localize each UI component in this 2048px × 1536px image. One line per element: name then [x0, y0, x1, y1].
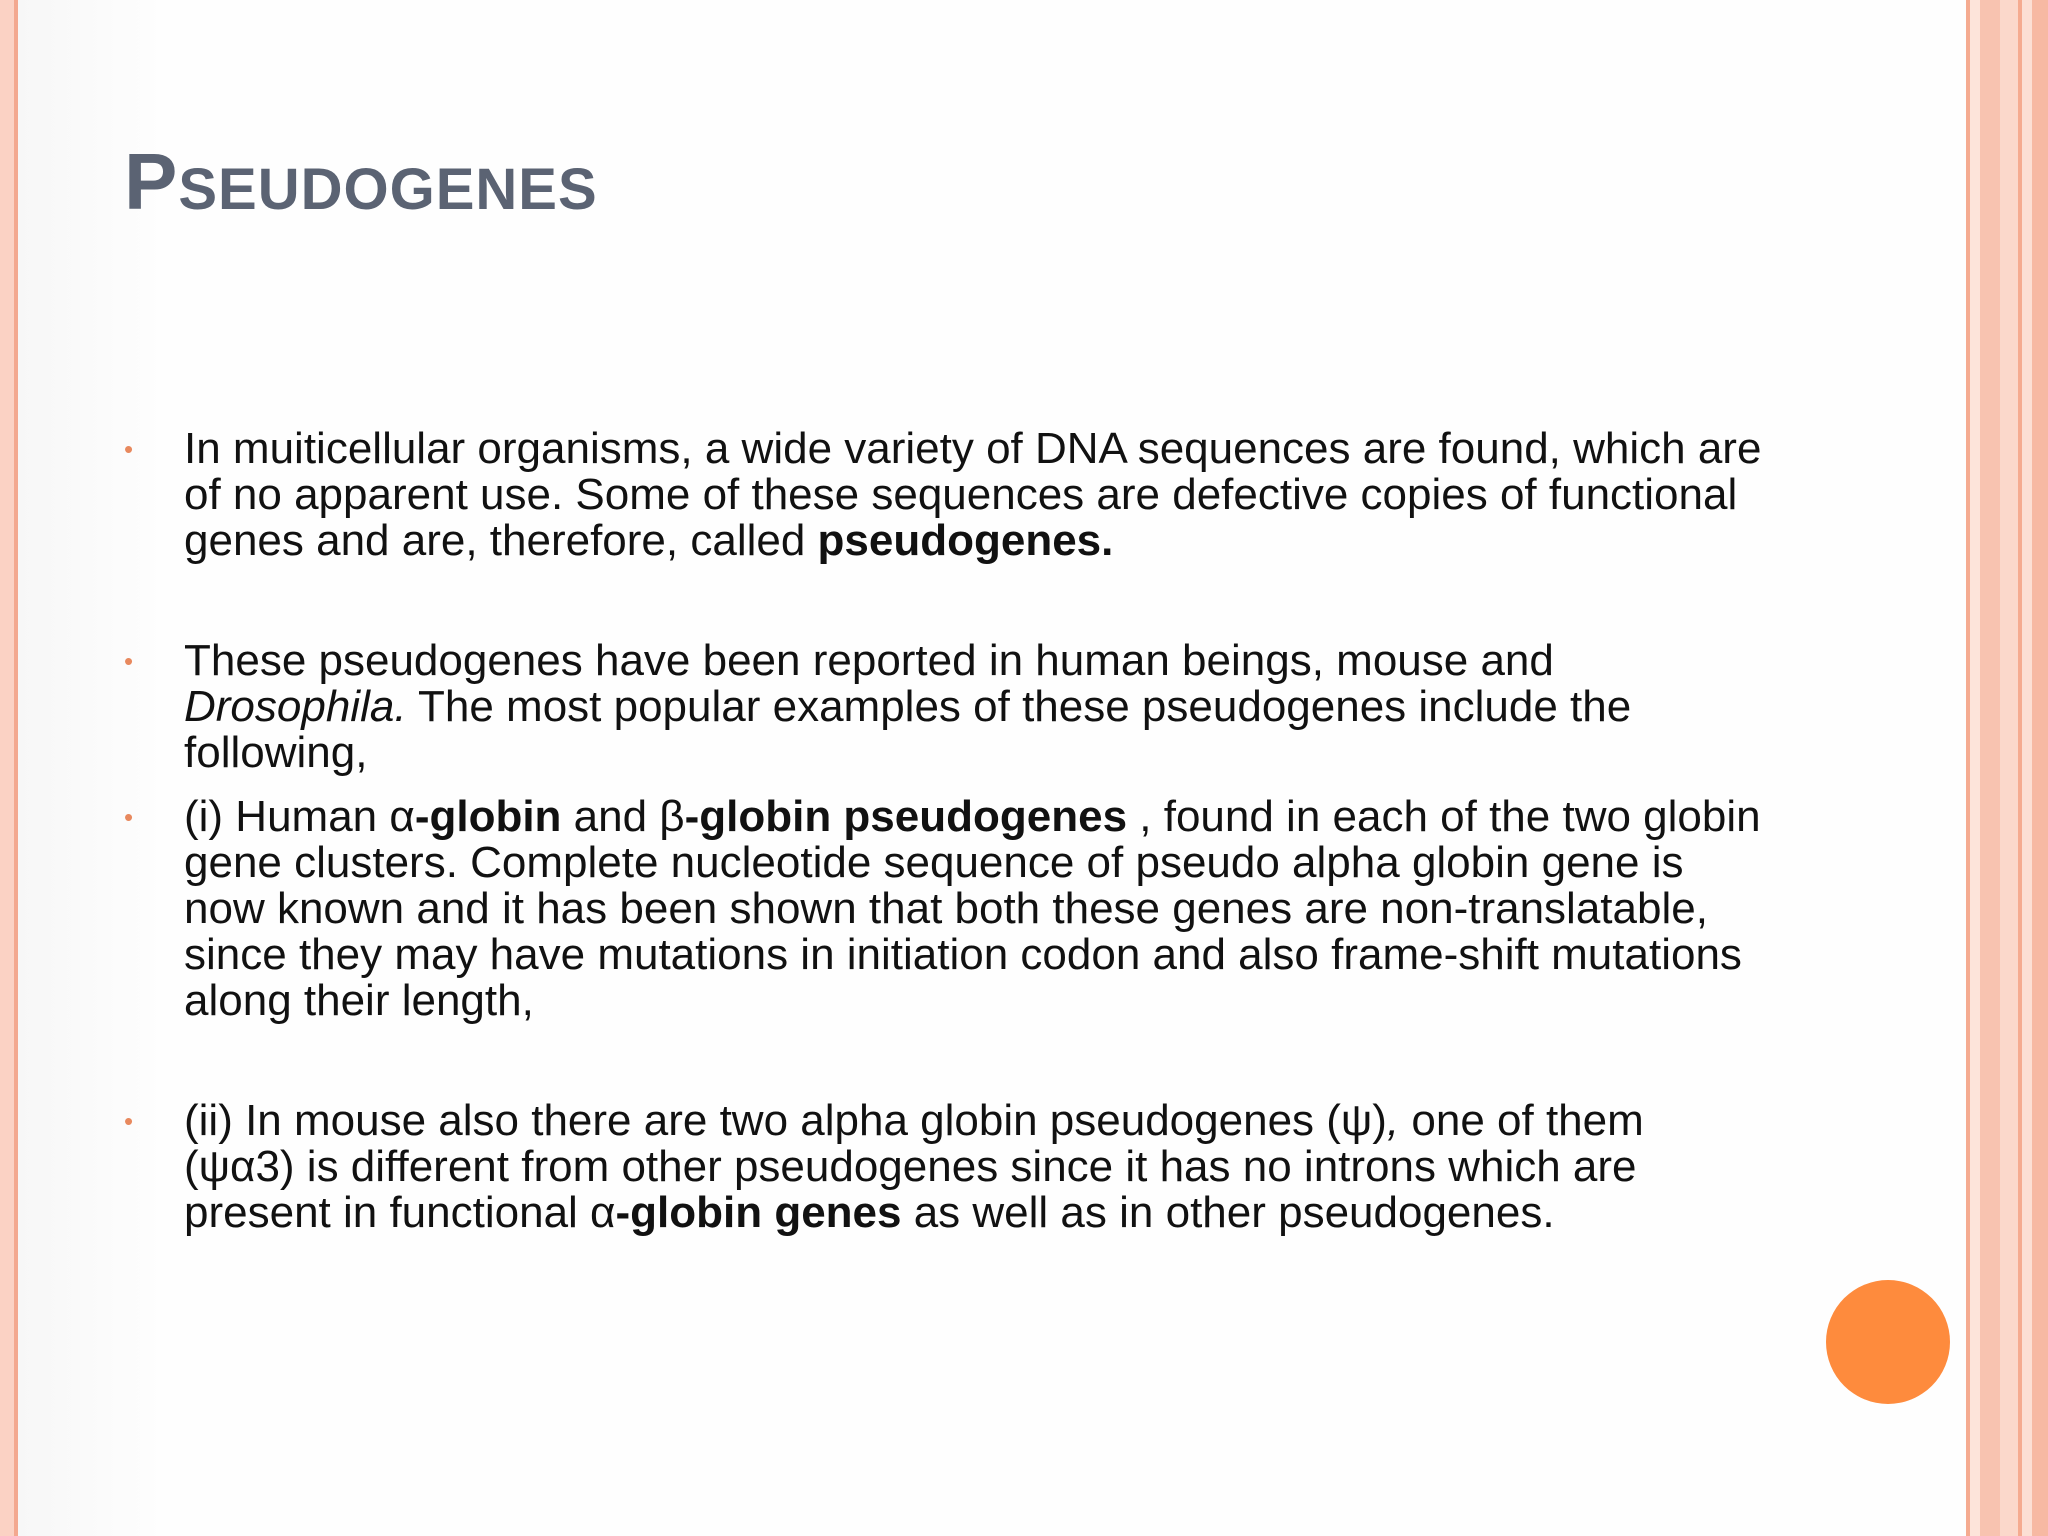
bullet-2-italic-term: Drosophila.: [184, 682, 407, 731]
bullet-2-text-a: These pseudogenes have been reported in human beings, mouse and: [184, 636, 1554, 685]
bullet-3-text-b: and β: [561, 792, 685, 841]
bullet-1-bold-term: pseudogenes.: [817, 516, 1114, 565]
title-initial: P: [124, 137, 179, 226]
bullet-4-text-a: (ii) In mouse also there are two alpha globin pseudogenes (ψ): [184, 1096, 1387, 1145]
bullet-3-text-a: (i) Human α: [184, 792, 415, 841]
bullet-dot-icon: •: [124, 1106, 134, 1136]
bullet-4-text-b: one of them (ψα3) is different from other pseudogenes since it has no introns which are present in functional α: [184, 1096, 1644, 1237]
orange-circle-decoration: [1826, 1280, 1950, 1404]
bullet-3-text-c: , found in each of the two globin gene clusters. Complete nucleotide sequence of pseudo alpha globin gene is now known and it has been shown that both these genes are non-translatable, since they may have mutations in initiation codon and also frame-shift mutations along their length,: [184, 792, 1761, 1025]
title-rest: SEUDOGENES: [178, 157, 598, 222]
slide-body: [124, 426, 1764, 1236]
bullet-4-italic-comma: ,: [1386, 1096, 1400, 1145]
bullet-4-bold-term: -globin genes: [615, 1188, 902, 1237]
left-border-stripe: [0, 0, 14, 1536]
bullet-item-1: [124, 426, 1764, 564]
bullet-3-bold-b: -globin pseudogenes: [684, 792, 1128, 841]
bullet-item-3: [124, 794, 1764, 1024]
bullet-dot-icon: •: [124, 802, 134, 832]
bullet-item-4: [124, 1098, 1764, 1236]
right-border-stripes: [1960, 0, 2048, 1536]
bullet-dot-icon: •: [124, 434, 134, 464]
bullet-3-bold-a: -globin: [414, 792, 562, 841]
bullet-dot-icon: •: [124, 646, 134, 676]
bullet-1-text: In muiticellular organisms, a wide variety of DNA sequences are found, which are of no apparent use. Some of these sequences are defective copies of functional genes and are, therefore, called: [184, 424, 1762, 565]
bullet-2-text-b: The most popular examples of these pseudogenes include the following,: [184, 682, 1632, 777]
slide-title: [124, 137, 598, 226]
bullet-4-text-c: as well as in other pseudogenes.: [901, 1188, 1555, 1237]
bullet-item-2: [124, 638, 1764, 776]
